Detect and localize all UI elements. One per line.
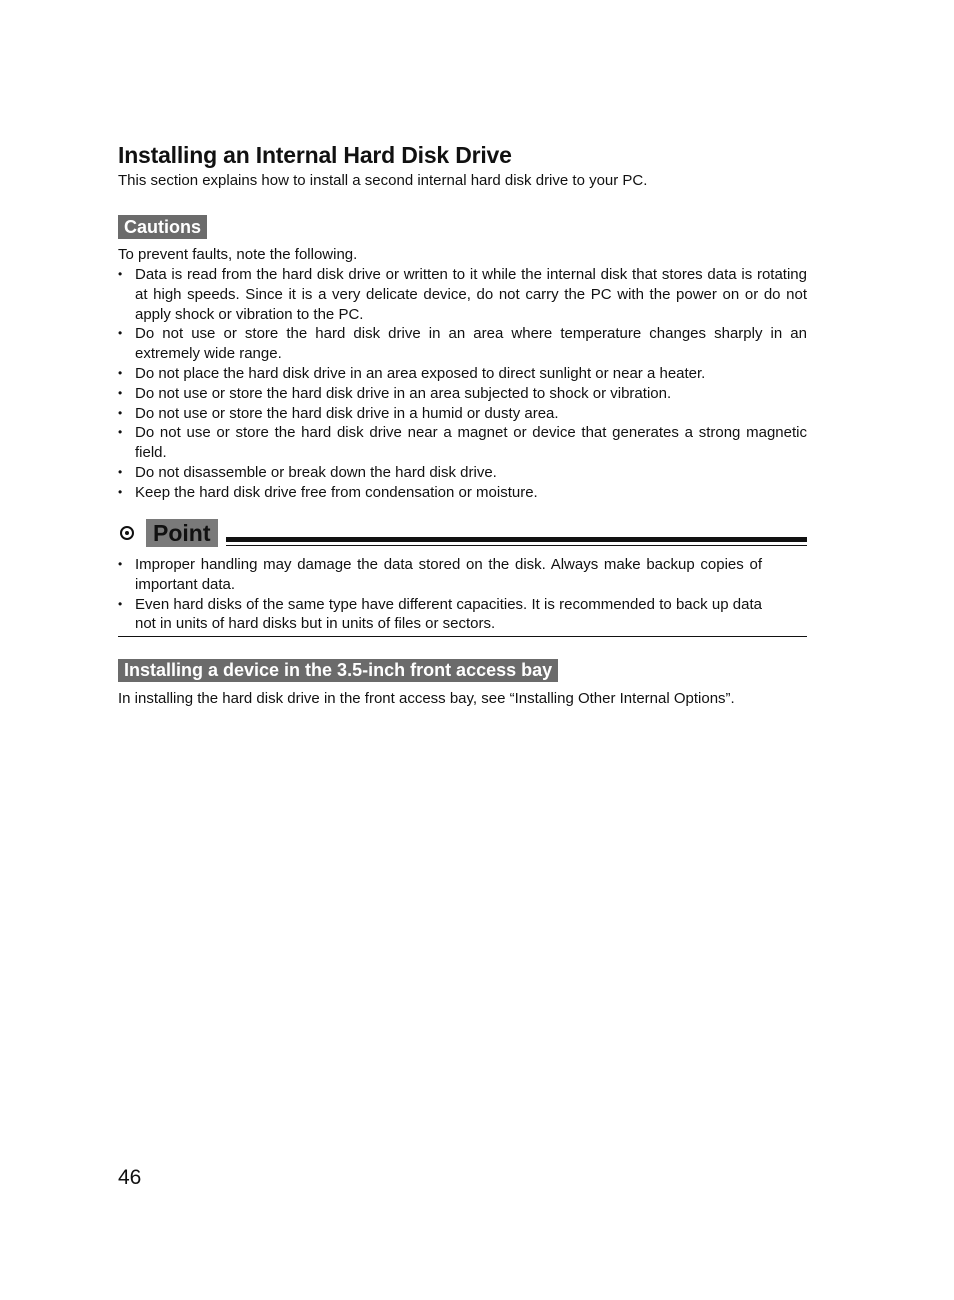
list-item: • Keep the hard disk drive free from condensation or moisture. (118, 483, 807, 503)
list-item: • Data is read from the hard disk drive or written to it while the internal disk that stores data is rotating at high speeds. Since it is a very delicate device, do not carry the PC with the power on or do not apply shock or vibration to the PC. (118, 265, 807, 324)
section-intro: This section explains how to install a second internal hard disk drive to your PC. (118, 172, 648, 189)
list-item: • Do not use or store the hard disk drive in a humid or dusty area. (118, 404, 807, 424)
cautions-lead: To prevent faults, note the following. (118, 246, 358, 263)
page-title: Installing an Internal Hard Disk Drive (118, 142, 512, 168)
cautions-list (118, 265, 807, 503)
list-item: • Do not use or store the hard disk drive near a magnet or device that generates a strong magnetic field. (118, 423, 807, 463)
list-item: • Do not use or store the hard disk drive in an area subjected to shock or vibration. (118, 384, 807, 404)
point-label: Point (146, 519, 218, 547)
list-item: • Do not disassemble or break down the hard disk drive. (118, 463, 807, 483)
target-icon (120, 526, 134, 540)
list-item: • Do not use or store the hard disk drive in an area where temperature changes sharply in an extremely wide range. (118, 324, 807, 364)
list-item: • Improper handling may damage the data stored on the disk. Always make backup copies of important data. (118, 555, 762, 595)
divider (226, 537, 807, 542)
front-bay-label: Installing a device in the 3.5-inch front access bay (118, 659, 558, 682)
cautions-label: Cautions (118, 215, 207, 239)
divider (118, 636, 807, 637)
divider (226, 545, 807, 546)
list-item: • Do not place the hard disk drive in an area exposed to direct sunlight or near a heater. (118, 364, 807, 384)
point-header (118, 519, 807, 549)
point-list (118, 555, 762, 634)
list-item: • Even hard disks of the same type have different capacities. It is recommended to back up data not in units of hard disks but in units of files or sectors. (118, 595, 762, 635)
front-bay-text: In installing the hard disk drive in the front access bay, see “Installing Other Internal Options”. (118, 690, 735, 707)
page-number: 46 (118, 1166, 142, 1189)
